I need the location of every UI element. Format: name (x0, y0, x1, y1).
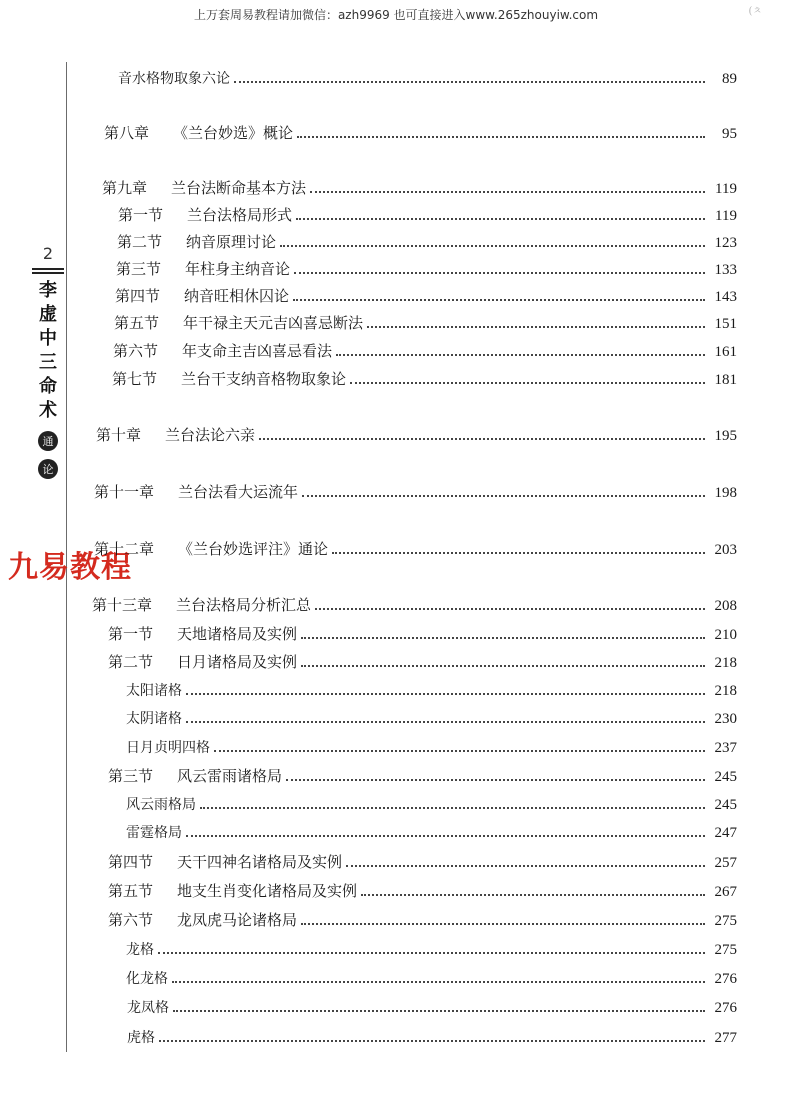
toc-page-number: 119 (715, 181, 737, 197)
dot-leader (315, 608, 705, 610)
toc-section-number: 第八章 (104, 124, 150, 142)
badge-lun: 论 (38, 459, 58, 479)
toc-section-number: 第七节 (112, 370, 158, 388)
toc-page-number: 245 (714, 797, 737, 813)
toc-section-number: 第十章 (96, 426, 142, 444)
dot-leader (159, 1040, 705, 1042)
toc-title: 地支生肖变化诸格局及实例 (177, 882, 358, 900)
toc-page-number: 195 (714, 428, 737, 444)
toc-title: 音水格物取象六论 (118, 71, 230, 87)
dot-leader (173, 1010, 705, 1012)
toc-section-number: 第五节 (108, 882, 154, 900)
toc-entry[interactable] (113, 340, 737, 361)
toc-page-number: 119 (715, 208, 737, 224)
toc-page-number: 245 (714, 769, 737, 785)
toc-page-number: 198 (714, 485, 737, 501)
toc-entry[interactable] (108, 765, 737, 786)
side-header (30, 244, 66, 479)
toc-entry[interactable] (108, 851, 737, 872)
toc-entry[interactable] (112, 368, 737, 389)
dot-leader (336, 354, 705, 356)
book-title-char: 李 (39, 280, 57, 301)
toc-entry[interactable] (108, 651, 737, 672)
dot-leader (301, 637, 705, 639)
dot-leader (186, 693, 705, 695)
dot-leader (302, 495, 705, 497)
toc-title: 雷霆格局 (126, 825, 182, 841)
toc-page-number: 276 (714, 971, 737, 987)
dot-leader (301, 665, 705, 667)
toc-entry[interactable] (102, 177, 737, 198)
toc-title: 兰台法格局分析汇总 (176, 596, 312, 614)
toc-entry[interactable] (118, 204, 737, 225)
toc-entry[interactable] (116, 258, 737, 279)
dot-leader (296, 218, 705, 220)
toc-page-number: 257 (714, 855, 737, 871)
dot-leader (332, 552, 705, 554)
book-title-char: 三 (39, 352, 57, 373)
toc-title: 风云雷雨诸格局 (177, 767, 283, 785)
toc-section-number: 第二节 (117, 233, 163, 251)
book-title-char: 虚 (39, 304, 57, 325)
side-rule-top-2 (32, 272, 64, 274)
toc-page-number: 275 (714, 942, 737, 958)
dot-leader (259, 438, 705, 440)
toc-title: 龙凤格 (127, 1000, 169, 1016)
toc-title: 《兰台妙选》概论 (173, 124, 294, 142)
toc-entry[interactable] (108, 623, 737, 644)
toc-page-number: 218 (714, 655, 737, 671)
book-title-char: 术 (39, 400, 57, 421)
toc-entry[interactable] (126, 968, 737, 988)
toc-page-number: 95 (722, 126, 737, 142)
dot-leader (234, 81, 705, 83)
dot-leader (200, 807, 705, 809)
toc-section-number: 第六节 (108, 911, 154, 929)
toc-entry[interactable] (117, 231, 737, 252)
dot-leader (361, 894, 705, 896)
toc-entry[interactable] (108, 909, 737, 930)
page-number: 2 (42, 244, 54, 263)
toc-section-number: 第二节 (108, 653, 154, 671)
header-watermark: 上万套周易教程请加微信：azh9969 也可直接进入www.265zhouyiw.com (193, 8, 599, 22)
toc-title: 日月诸格局及实例 (177, 653, 298, 671)
toc-page-number: 230 (714, 711, 737, 727)
toc-entry[interactable] (126, 708, 737, 728)
toc-section-number: 第六节 (113, 342, 159, 360)
side-rule-top (32, 268, 64, 270)
toc-title: 虎格 (127, 1030, 155, 1046)
toc-page-number: 276 (714, 1000, 737, 1016)
toc-title: 兰台法看大运流年 (178, 483, 299, 501)
toc-entry[interactable] (126, 939, 737, 959)
toc-page-number: 275 (714, 913, 737, 929)
toc-entry[interactable] (126, 794, 737, 814)
toc-section-number: 第九章 (102, 179, 148, 197)
toc-title: 兰台法论六亲 (165, 426, 256, 444)
toc-section-number: 第四节 (108, 853, 154, 871)
toc-section-number: 第一节 (108, 625, 154, 643)
toc-page-number: 133 (714, 262, 737, 278)
toc-entry[interactable] (96, 424, 737, 445)
toc-entry[interactable] (94, 481, 737, 502)
toc-section-number: 第十二章 (94, 540, 155, 558)
toc-entry[interactable] (92, 594, 737, 615)
toc-page-number: 267 (714, 884, 737, 900)
toc-section-number: 第十三章 (92, 596, 153, 614)
toc-page-number: 143 (714, 289, 737, 305)
dot-leader (301, 923, 705, 925)
toc-entry[interactable] (115, 285, 737, 306)
toc-page-number: 237 (714, 740, 737, 756)
toc-section-number: 第十一章 (94, 483, 155, 501)
corner-mark: (ㅊ (748, 6, 762, 17)
toc-entry[interactable] (126, 822, 737, 842)
dot-leader (346, 865, 705, 867)
toc-title: 兰台法断命基本方法 (171, 179, 307, 197)
toc-page-number: 203 (714, 542, 737, 558)
toc-page-number: 89 (722, 71, 737, 87)
toc-section-number: 第四节 (115, 287, 161, 305)
toc-section-number: 第三节 (116, 260, 162, 278)
toc-page-number: 277 (714, 1030, 737, 1046)
dot-leader (350, 382, 705, 384)
toc-title: 兰台干支纳音格物取象论 (181, 370, 347, 388)
toc-page-number: 208 (714, 598, 737, 614)
toc-title: 太阴诸格 (126, 711, 182, 727)
toc-title: 纳音原理讨论 (186, 233, 277, 251)
toc-entry[interactable] (94, 538, 737, 559)
toc-page-number: 181 (714, 372, 737, 388)
toc-title: 《兰台妙选评注》通论 (178, 540, 329, 558)
toc-entry[interactable] (114, 312, 737, 333)
toc-title: 化龙格 (126, 971, 168, 987)
toc-title: 龙格 (126, 942, 154, 958)
toc-title: 天地诸格局及实例 (177, 625, 298, 643)
toc-entry[interactable] (104, 122, 737, 143)
dot-leader (310, 191, 705, 193)
toc-entry[interactable] (126, 680, 737, 700)
dot-leader (158, 952, 705, 954)
toc-section-number: 第五节 (114, 314, 160, 332)
toc-page-number: 161 (714, 344, 737, 360)
book-title (39, 279, 57, 423)
toc-entry[interactable] (127, 1027, 737, 1047)
dot-leader (286, 779, 705, 781)
toc-page-number: 151 (714, 316, 737, 332)
toc-title: 太阳诸格 (126, 683, 182, 699)
toc-section-number: 第一节 (118, 206, 164, 224)
toc-page-number: 123 (714, 235, 737, 251)
dot-leader (294, 272, 705, 274)
dot-leader (172, 981, 705, 983)
dot-leader (280, 245, 705, 247)
toc-title: 龙凤虎马论诸格局 (177, 911, 298, 929)
dot-leader (186, 721, 705, 723)
toc-title: 风云雨格局 (126, 797, 196, 813)
dot-leader (367, 326, 705, 328)
toc-section-number: 第三节 (108, 767, 154, 785)
toc-page-number: 218 (714, 683, 737, 699)
toc-entry[interactable] (118, 68, 737, 88)
watermark-stamp: 九易教程 (8, 550, 132, 585)
book-title-char: 中 (39, 328, 57, 349)
toc-entry[interactable] (108, 880, 737, 901)
toc-entry[interactable] (126, 737, 737, 757)
book-title-char: 命 (39, 376, 57, 397)
dot-leader (297, 136, 705, 138)
dot-leader (293, 299, 705, 301)
toc-entry[interactable] (127, 997, 737, 1017)
toc-title: 年支命主吉凶喜忌看法 (182, 342, 333, 360)
toc-page-number: 210 (714, 627, 737, 643)
toc-title: 天干四神名诸格局及实例 (177, 853, 343, 871)
badge-tong: 通 (38, 431, 58, 451)
toc-title: 纳音旺相休囚论 (184, 287, 290, 305)
toc-title: 年干禄主天元吉凶喜忌断法 (183, 314, 364, 332)
toc-title: 兰台法格局形式 (187, 206, 293, 224)
toc-title: 日月贞明四格 (126, 740, 210, 756)
toc-title: 年柱身主纳音论 (185, 260, 291, 278)
dot-leader (214, 750, 705, 752)
toc-page-number: 247 (714, 825, 737, 841)
dot-leader (186, 835, 705, 837)
